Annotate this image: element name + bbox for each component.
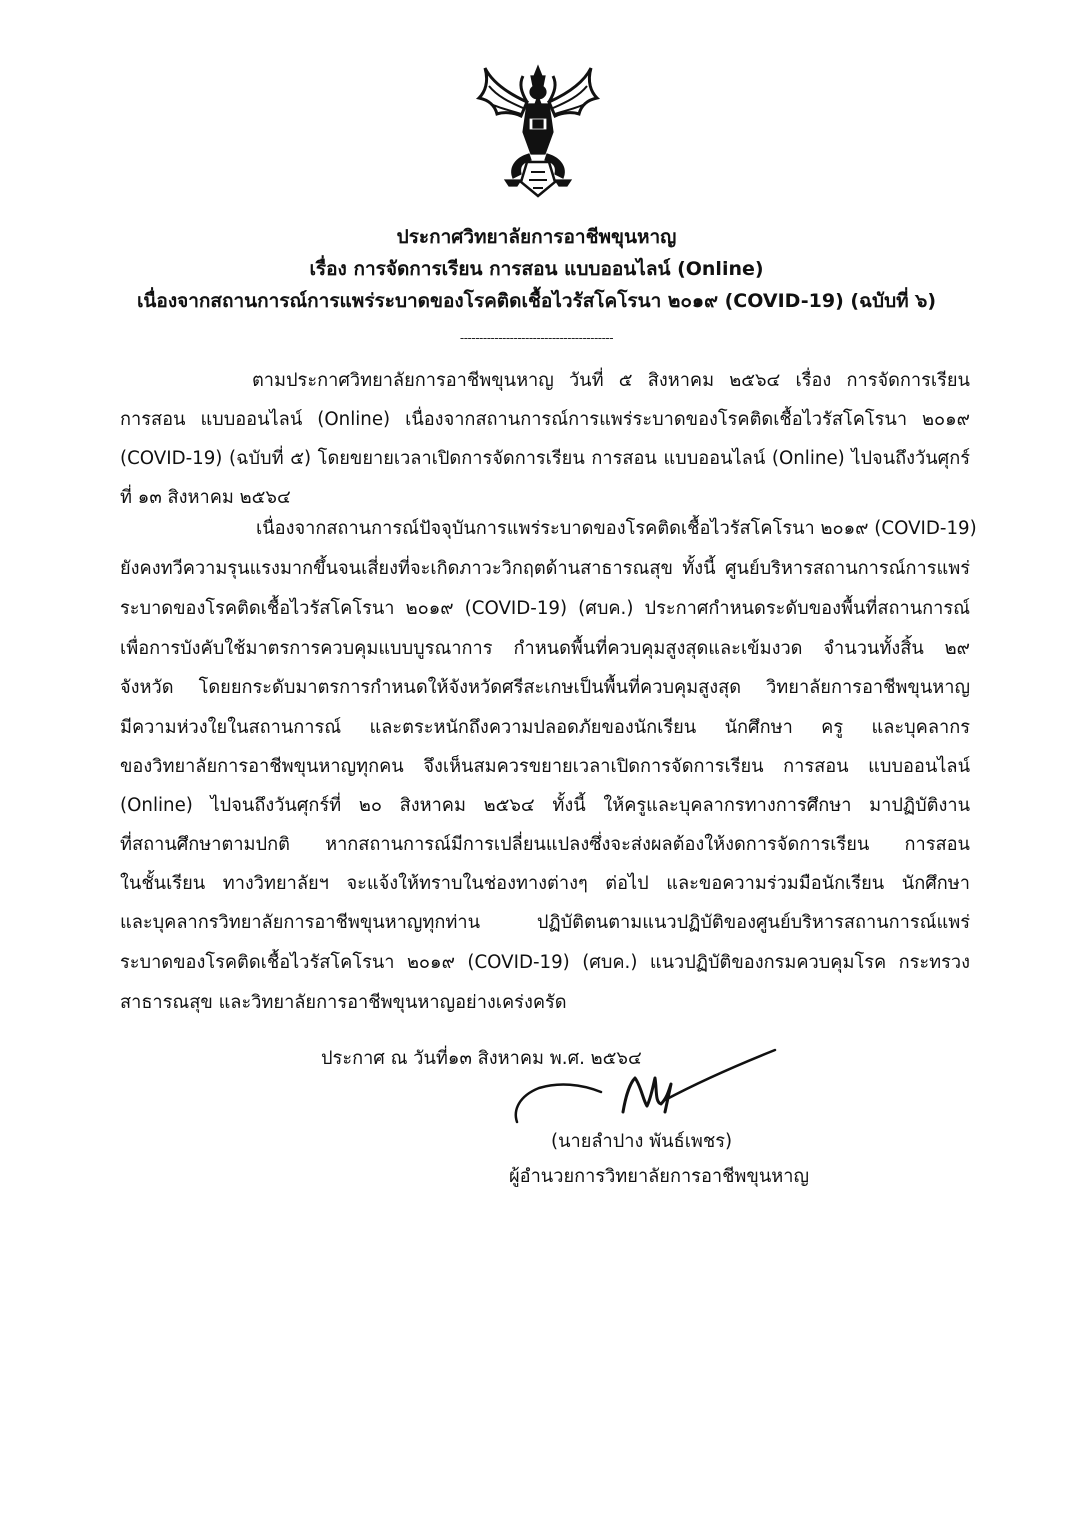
paragraph-2-line: ของวิทยาลัยการอาชีพขุนหาญทุกคน จึงเห็นสมควรขยายเวลาเปิดการจัดการเรียน การสอน แบบออนไลน์: [120, 756, 970, 777]
paragraph-2-line: เนื่องจากสถานการณ์ปัจจุบันการแพร่ระบาดของโรคติดเชื้อไวรัสโคโรนา ๒๐๑๙ (COVID-19): [256, 518, 977, 539]
paragraph-2-line: มีความห่วงใยในสถานการณ์ และตระหนักถึงความปลอดภัยของนักเรียน นักศึกษา ครู และบุคลากร: [120, 717, 970, 738]
garuda-emblem-icon: [475, 62, 601, 202]
paragraph-2-line: ที่สถานศึกษาตามปกติ หากสถานการณ์มีการเปลี่ยนแปลงซึ่งจะส่งผลต้องให้งดการจัดการเรียน การสอน: [120, 834, 970, 855]
paragraph-2-line: สาธารณสุข และวิทยาลัยการอาชีพขุนหาญอย่างเคร่งครัด: [120, 992, 567, 1013]
paragraph-2-line: เพื่อการบังคับใช้มาตรการควบคุมแบบบูรณาการ กำหนดพื้นที่ควบคุมสูงสุดและเข้มงวด จำนวนทั้งสิ้น ๒๙: [120, 638, 970, 659]
paragraph-2-line: (Online) ไปจนถึงวันศุกร์ที่ ๒๐ สิงหาคม ๒๕๖๔ ทั้งนี้ ให้ครูและบุคลากรทางการศึกษา มาปฏิบัติงาน: [120, 795, 970, 816]
announcement-subject: เรื่อง การจัดการเรียน การสอน แบบออนไลน์ (Online): [309, 258, 764, 280]
announcement-date: ประกาศ ณ วันที่๑๓ สิงหาคม พ.ศ. ๒๕๖๔: [321, 1048, 642, 1069]
paragraph-2-line: ยังคงทวีความรุนแรงมากขึ้นจนเสี่ยงที่จะเกิดภาวะวิกฤตด้านสาธารณสุข ทั้งนี้ ศูนย์บริหารสถานการณ์การแพร่: [120, 558, 970, 579]
paragraph-1-line: ตามประกาศวิทยาลัยการอาชีพขุนหาญ วันที่ ๕ สิงหาคม ๒๕๖๔ เรื่อง การจัดการเรียน: [252, 370, 970, 391]
header-separator: ----------------------------------------: [459, 331, 614, 345]
handwritten-signature: [505, 1040, 795, 1130]
paragraph-1-line: (COVID-19) (ฉบับที่ ๕) โดยขยายเวลาเปิดการจัดการเรียน การสอน แบบออนไลน์ (Online) ไปจนถึงวันศุกร์: [120, 448, 970, 469]
announcement-context: เนื่องจากสถานการณ์การแพร่ระบาดของโรคติดเชื้อไวรัสโคโรนา ๒๐๑๙ (COVID-19) (ฉบับที่ ๖): [136, 290, 937, 312]
signatory-position: ผู้อำนวยการวิทยาลัยการอาชีพขุนหาญ: [509, 1166, 809, 1187]
paragraph-2-line: และบุคลากรวิทยาลัยการอาชีพขุนหาญทุกท่าน ปฏิบัติตนตามแนวปฏิบัติของศูนย์บริหารสถานการณ์แพร่: [120, 912, 970, 933]
announcement-title: ประกาศวิทยาลัยการอาชีพขุนหาญ: [396, 226, 677, 248]
paragraph-2-line: จังหวัด โดยยกระดับมาตรการกำหนดให้จังหวัดศรีสะเกษเป็นพื้นที่ควบคุมสูงสุด วิทยาลัยการอาชีพขุนหาญ: [120, 677, 970, 698]
paragraph-2-line: ระบาดของโรคติดเชื้อไวรัสโคโรนา ๒๐๑๙ (COVID-19) (ศบค.) แนวปฏิบัติของกรมควบคุมโรค กระทรวง: [120, 952, 970, 973]
paragraph-1-line: การสอน แบบออนไลน์ (Online) เนื่องจากสถานการณ์การแพร่ระบาดของโรคติดเชื้อไวรัสโคโรนา ๒๐๑๙: [120, 409, 970, 430]
signatory-name: (นายลำปาง พันธ์เพชร): [551, 1131, 733, 1152]
paragraph-2-line: ระบาดของโรคติดเชื้อไวรัสโคโรนา ๒๐๑๙ (COVID-19) (ศบค.) ประกาศกำหนดระดับของพื้นที่สถานการณ์: [120, 598, 970, 619]
paragraph-2-line: ในชั้นเรียน ทางวิทยาลัยฯ จะแจ้งให้ทราบในช่องทางต่างๆ ต่อไป และขอความร่วมมือนักเรียน นักศึกษา: [120, 873, 970, 894]
paragraph-1-line: ที่ ๑๓ สิงหาคม ๒๕๖๔: [120, 487, 291, 508]
